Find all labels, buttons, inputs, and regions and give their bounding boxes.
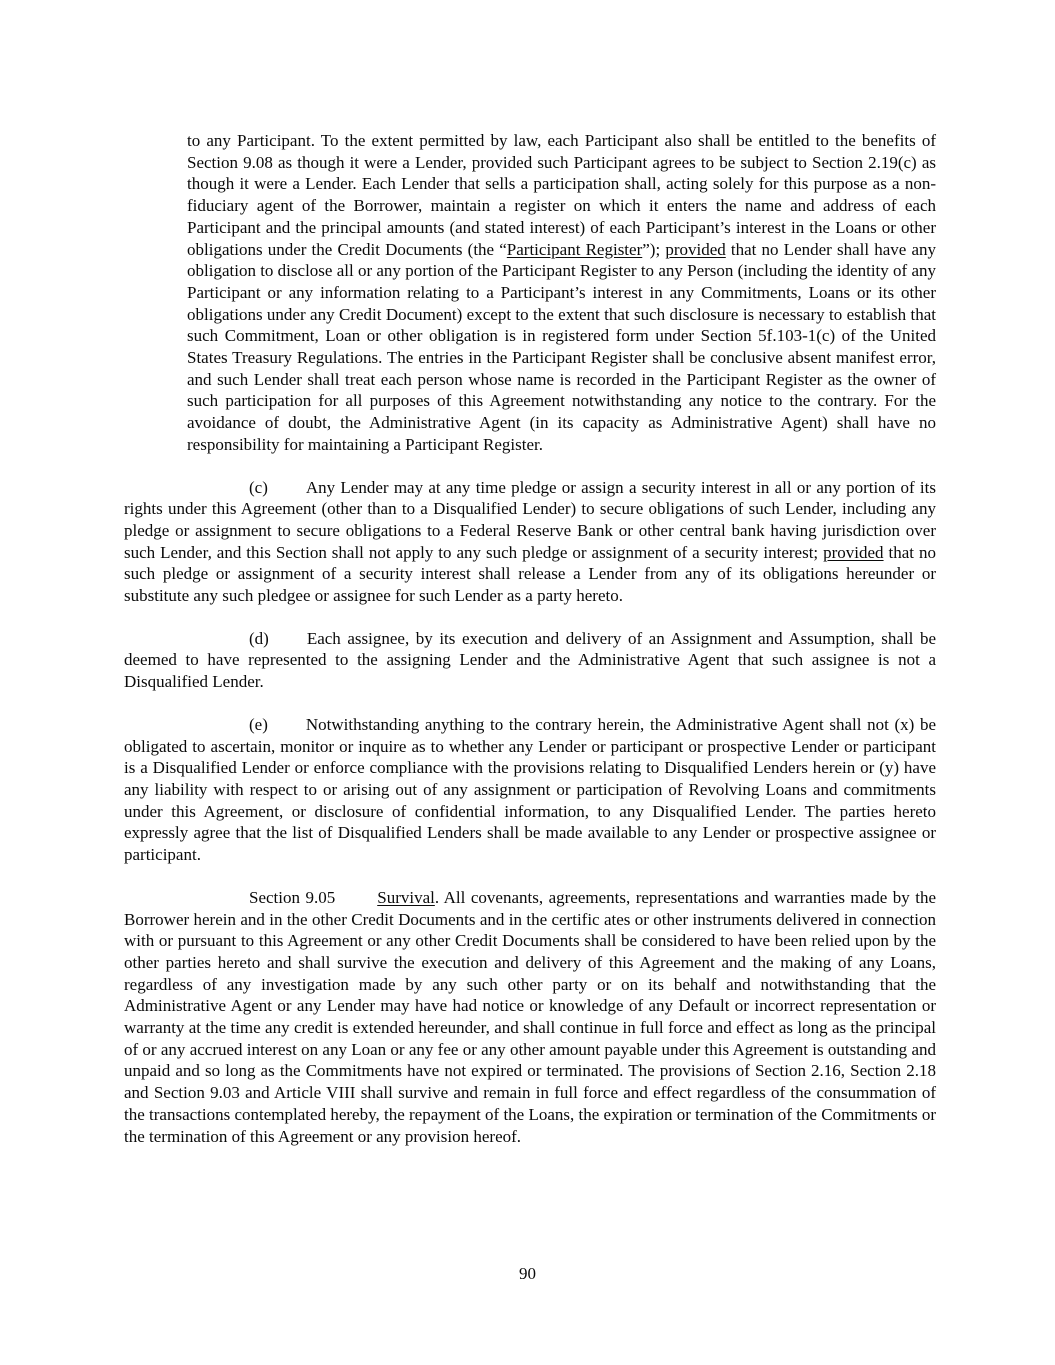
paragraph-section-9-05	[124, 887, 936, 1147]
text-segment: Any Lender may at any time pledge or assign a security interest in all or any portion of its rights under this Agreement (other than to a Disqualified Lender) to secure obligations of such Lender, including any pledge or assignment to secure obligations to a Federal Reserve Bank or other central bank having jurisdiction over such Lender, and this Section shall not apply to any such pledge or assignment of a security interest;	[124, 477, 936, 562]
defined-term-participant-register: Participant Register	[506, 239, 643, 259]
clause-label-c: (c)	[249, 477, 268, 497]
text-segment: that no Lender shall have any obligation to disclose all or any portion of the Participant Register to any Person (including the identity of any Participant or any information relating to a Participant’s interest in any Commitments, Loans or its other obligations under any Credit Document) except to the extent that such disclosure is necessary to establish that such Commitment, Loan or other obligation is in registered form under Section 5f.103-1(c) of the United States Treasury Regulations. The entries in the Participant Register shall be conclusive absent manifest error, and such Lender shall treat each person whose name is recorded in the Participant Register as the owner of such participation for all purposes of this Agreement notwithstanding any notice to the contrary. For the avoidance of doubt, the Administrative Agent (in its capacity as Administrative Agent) shall have no responsibility for maintaining a Participant Register.	[187, 239, 936, 454]
document-body	[124, 130, 936, 1168]
term-provided: provided	[665, 239, 726, 259]
text-segment: Notwithstanding anything to the contrary herein, the Administrative Agent shall not (x) be obligated to ascertain, monitor or inquire as to whether any Lender or participant or prospective Lender or participant is a Disqualified Lender or enforce compliance with the provisions relating to Disqualified Lenders herein or (y) have any liability with respect to or arising out of any assignment or participation of Revolving Loans and commitments under this Agreement, or disclosure of confidential information, to any Disqualified Lender. The parties hereto expressly agree that the list of Disqualified Lenders shall be made available to any Lender or prospective assignee or participant.	[124, 714, 936, 865]
text-segment: to any Participant. To the extent permitted by law, each Participant also shall be entitled to the benefits of Section 9.08 as though it were a Lender, provided such Participant agrees to be subject to Section 2.19(c) as though it were a Lender. Each Lender that sells a participation shall, acting solely for this purpose as a non-fiduciary agent of the Borrower, maintain a register on which it enters the name and address of each Participant and the principal amounts (and stated interest) of each Participant’s interest in the Loans or other obligations under the Credit Documents (the “	[187, 131, 936, 259]
text-segment: ”);	[642, 239, 666, 259]
paragraph-clause-e	[124, 714, 936, 866]
page-number: 90	[519, 1264, 536, 1283]
text-segment: . All covenants, agreements, representations and warranties made by the Borrower herein and in the other Credit Documents and in the certific ates or other instruments delivered in connection with or pursuant to this Agreement or any other Credit Documents shall be considered to have been relied upon by the other parties hereto and shall survive the execution and delivery of this Agreement and the making of any Loans, regardless of any investigation made by any such other party or on its behalf and notwithstanding that the Administrative Agent or any Lender may have had notice or knowledge of any Default or incorrect representation or warranty at the time any credit is extended hereunder, and shall continue in full force and effect as long as the principal of or any accrued interest on any Loan or any fee or any other amount payable under this Agreement is outstanding and unpaid and so long as the Commitments have not expired or terminated. The provisions of Section 2.16, Section 2.18 and Section 9.03 and Article VIII shall survive and remain in full force and effect regardless of the consummation of the transactions contemplated hereby, the repayment of the Loans, the expiration or termination of the Commitments or the termination of this Agreement or any provision hereof.	[124, 887, 936, 1146]
paragraph-clause-c	[124, 477, 936, 607]
section-number-label: Section 9.05	[249, 887, 336, 907]
term-provided: provided	[823, 542, 884, 562]
text-segment: Each assignee, by its execution and delivery of an Assignment and Assumption, shall be deemed to have represented to the assigning Lender and the Administrative Agent that such assignee is not a Disqualified Lender.	[124, 628, 936, 692]
clause-label-e: (e)	[249, 714, 268, 734]
section-title-survival: Survival	[377, 887, 435, 907]
text-segment: that no such pledge or assignment of a security interest shall release a Lender from any of its obligations hereunder or substitute any such pledgee or assignee for such Lender as a party hereto.	[124, 542, 936, 606]
clause-label-d: (d)	[249, 628, 269, 648]
paragraph-clause-d	[124, 628, 936, 693]
paragraph-participant-register	[187, 130, 936, 456]
